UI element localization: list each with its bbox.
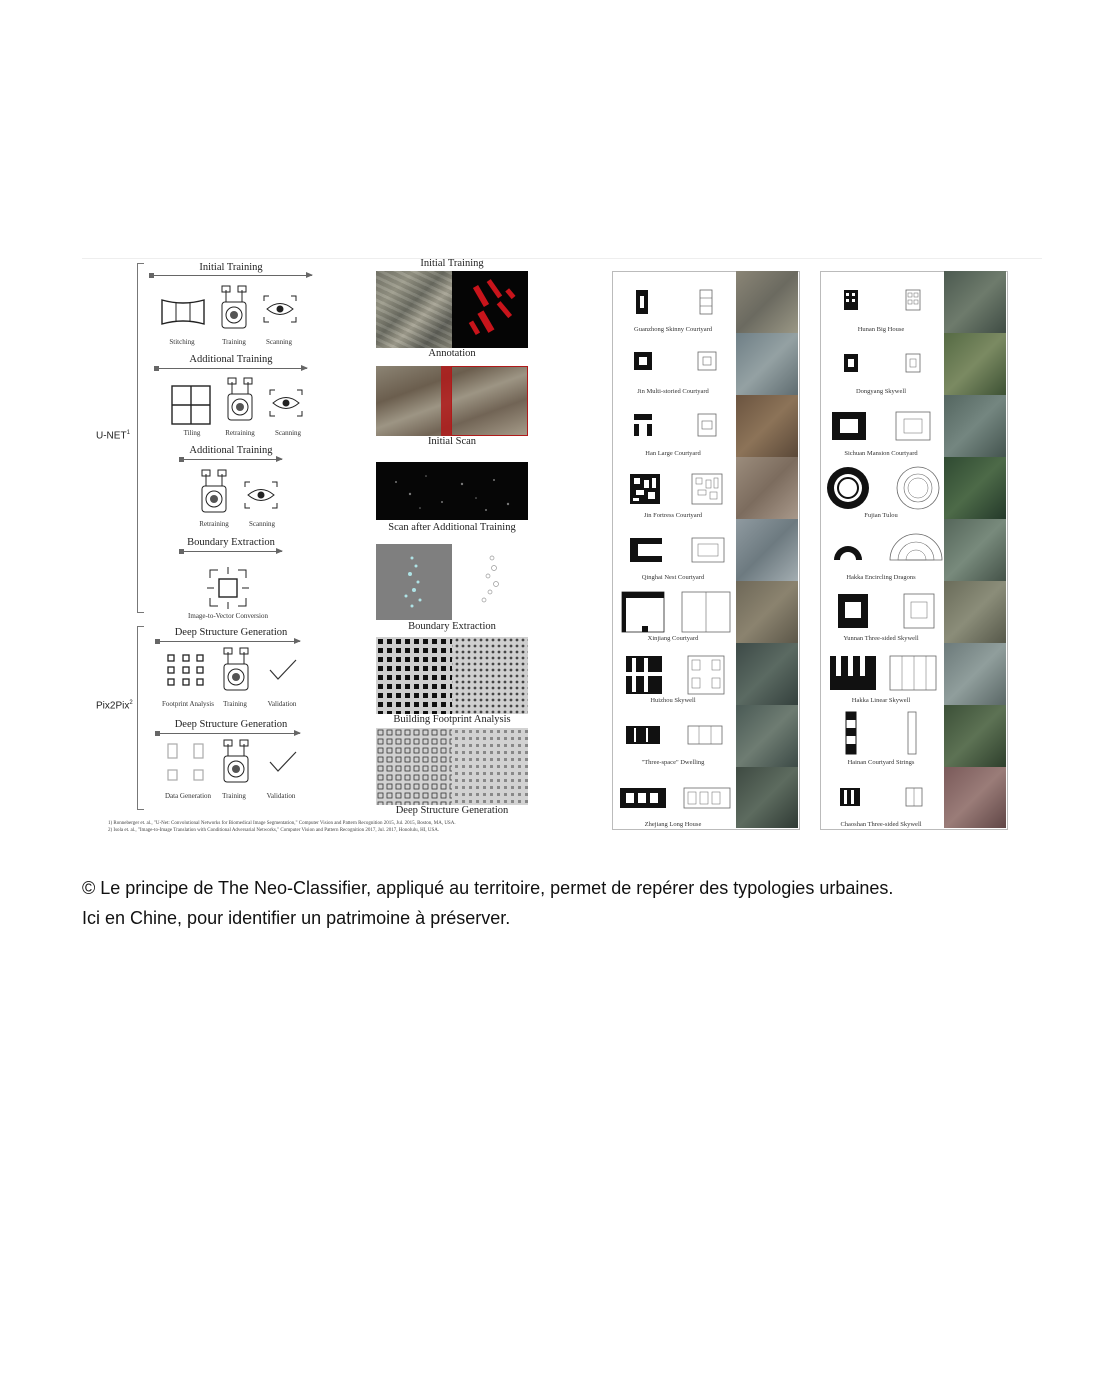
satellite-thumb — [944, 457, 1006, 519]
satellite-thumb — [944, 333, 1006, 395]
neural-net-icon — [222, 376, 258, 426]
satellite-thumb — [944, 395, 1006, 457]
section-title: Deep Structure Generation — [174, 719, 288, 730]
checkmark-icon — [268, 750, 298, 774]
icon-label: Image-to-Vector Conversion — [188, 612, 268, 620]
eye-scan-icon — [268, 388, 304, 418]
satellite-thumb — [944, 271, 1006, 333]
tiling-icon — [170, 384, 212, 426]
image-caption: Boundary Extraction — [408, 621, 496, 632]
satellite-thumb — [736, 705, 798, 767]
typology-sat-column-2 — [944, 271, 1006, 828]
icon-label: Data Generation — [164, 792, 212, 800]
floorplan-icon — [630, 350, 740, 390]
floorplan-icon — [628, 536, 738, 566]
floorplan-icon — [830, 530, 946, 566]
satellite-thumb — [736, 519, 798, 581]
neural-net-icon — [218, 646, 254, 696]
icon-label: Tiling — [183, 429, 201, 437]
satellite-thumb — [736, 271, 798, 333]
floorplan-icon — [618, 786, 736, 810]
arrow — [182, 459, 282, 460]
caption-line-1: © Le principe de The Neo-Classifier, appliqué au territoire, permet de repérer des typologies urbaines. — [82, 878, 894, 898]
typology-caption: Sichuan Mansion Courtyard — [844, 450, 918, 457]
icon-label: Scanning — [274, 429, 302, 437]
typology-caption: Dongyang Skywell — [855, 388, 906, 395]
floorplan-icon — [838, 352, 948, 382]
figure-caption — [82, 873, 1042, 933]
reference-2: 2) Isola et. al., "Image-to-Image Translation with Conditional Adversarial Networks," Computer Vision and Pattern Recognition 2017, Jul. 2017, Honolulu, HI, USA. — [108, 828, 440, 833]
stitching-icon — [160, 296, 206, 328]
section-title: Deep Structure Generation — [174, 627, 288, 638]
floorplan-icon — [830, 410, 946, 444]
image-caption: Annotation — [428, 348, 476, 359]
arrow — [158, 641, 300, 642]
fujian-tulou-icon — [826, 464, 946, 512]
typology-caption: Jin Multi-storied Courtyard — [637, 388, 709, 395]
neural-net-icon — [216, 284, 252, 334]
arrow — [152, 275, 312, 276]
icon-label: Training — [222, 792, 246, 800]
typology-caption: Fujian Tulou — [864, 512, 898, 519]
typology-caption: Yunnan Three-sided Skywell — [843, 635, 919, 642]
pix2pix-label: Pix2Pix$^2$ — [96, 700, 133, 712]
icon-label: Retraining — [199, 520, 229, 528]
typology-caption: Huizhou Skywell — [650, 697, 696, 704]
floorplan-icon — [628, 472, 738, 506]
section-title: Additional Training — [189, 445, 273, 456]
typology-caption: Hainan Courtyard Strings — [847, 759, 915, 766]
icon-label: Training — [223, 700, 247, 708]
figure-top-rule — [82, 258, 1042, 259]
reference-1: 1) Ronneberger et. al., "U-Net: Convolutional Networks for Biomedical Image Segmentation," Computer Vision and Pattern Recognition 2015, Jul. 2015, Boston, MA, USA. — [108, 821, 456, 826]
arrow — [182, 551, 282, 552]
icon-label: Validation — [266, 792, 296, 800]
satellite-thumb — [736, 457, 798, 519]
pix2pix-bracket — [137, 626, 144, 810]
section-title: Additional Training — [189, 354, 273, 365]
satellite-thumb — [736, 395, 798, 457]
satellite-thumb — [944, 519, 1006, 581]
typology-caption: Guanzhong Skinny Courtyard — [634, 326, 712, 333]
typology-caption: Qinghai Nest Courtyard — [641, 574, 705, 581]
unet-bracket — [137, 263, 144, 613]
boundary-image-vector — [452, 544, 528, 620]
icon-label: Scanning — [248, 520, 276, 528]
unet-label: U-NET$^1$ — [96, 430, 130, 442]
boundary-image-gray — [376, 544, 452, 620]
footprint-icon — [164, 652, 208, 688]
initial-scan-image — [376, 366, 528, 436]
typology-caption: Hunan Big House — [857, 326, 905, 333]
neural-net-icon — [196, 468, 232, 518]
arrow — [158, 733, 300, 734]
deep-structure-image — [376, 728, 528, 805]
satellite-thumb — [736, 333, 798, 395]
satellite-thumb — [944, 705, 1006, 767]
arrow — [157, 368, 307, 369]
floorplan-icon — [620, 590, 736, 634]
icon-label: Training — [222, 338, 246, 346]
floorplan-icon — [630, 288, 740, 328]
data-generation-icon — [164, 742, 210, 786]
typology-caption: Zhejiang Long House — [644, 821, 702, 828]
footprint-analysis-image — [376, 637, 528, 714]
middle-top-title: Initial Training — [420, 258, 484, 269]
typology-caption: Hakka Encircling Dragons — [846, 574, 916, 581]
satellite-thumb — [736, 767, 798, 828]
satellite-thumb — [944, 643, 1006, 705]
icon-label: Stitching — [169, 338, 195, 346]
floorplan-icon — [838, 786, 948, 812]
section-title: Initial Training — [199, 262, 263, 273]
floorplan-icon — [624, 654, 736, 696]
floorplan-icon — [828, 654, 948, 694]
typology-caption: "Three-space" Dwelling — [641, 759, 705, 766]
typology-caption: Chaoshan Three-sided Skywell — [840, 821, 922, 828]
section-title: Boundary Extraction — [187, 537, 275, 548]
typology-caption: Hakka Linear Skywell — [851, 697, 911, 704]
figure — [82, 258, 1042, 840]
eye-scan-icon — [243, 480, 279, 510]
floorplan-icon — [834, 592, 946, 632]
image-caption: Initial Scan — [427, 436, 477, 447]
eye-scan-icon — [262, 294, 298, 324]
icon-label: Retraining — [225, 429, 255, 437]
vector-conversion-icon — [206, 566, 250, 610]
floorplan-icon — [844, 710, 944, 756]
floorplan-icon — [630, 412, 740, 452]
annotation-mask-image — [452, 271, 528, 348]
typology-caption: Jin Fortress Courtyard — [643, 512, 703, 519]
icon-label: Scanning — [265, 338, 293, 346]
aerial-image — [376, 271, 452, 348]
satellite-thumb — [944, 581, 1006, 643]
neural-net-icon — [218, 738, 254, 788]
floorplan-icon — [624, 724, 736, 750]
satellite-thumb — [736, 581, 798, 643]
icon-label: Validation — [267, 700, 297, 708]
additional-scan-image — [376, 462, 528, 520]
checkmark-icon — [268, 658, 298, 682]
typology-caption: Han Large Courtyard — [645, 450, 701, 457]
typology-sat-column-1 — [736, 271, 798, 828]
caption-line-2: Ici en Chine, pour identifier un patrimoine à préserver. — [82, 908, 511, 928]
satellite-thumb — [736, 643, 798, 705]
image-caption: Deep Structure Generation — [395, 805, 509, 816]
satellite-thumb — [944, 767, 1006, 828]
floorplan-icon — [838, 288, 948, 322]
icon-label: Footprint Analysis — [162, 700, 214, 708]
image-caption: Building Footprint Analysis — [393, 714, 511, 725]
typology-caption: Xinjiang Courtyard — [647, 635, 699, 642]
image-caption: Scan after Additional Training — [388, 522, 516, 533]
